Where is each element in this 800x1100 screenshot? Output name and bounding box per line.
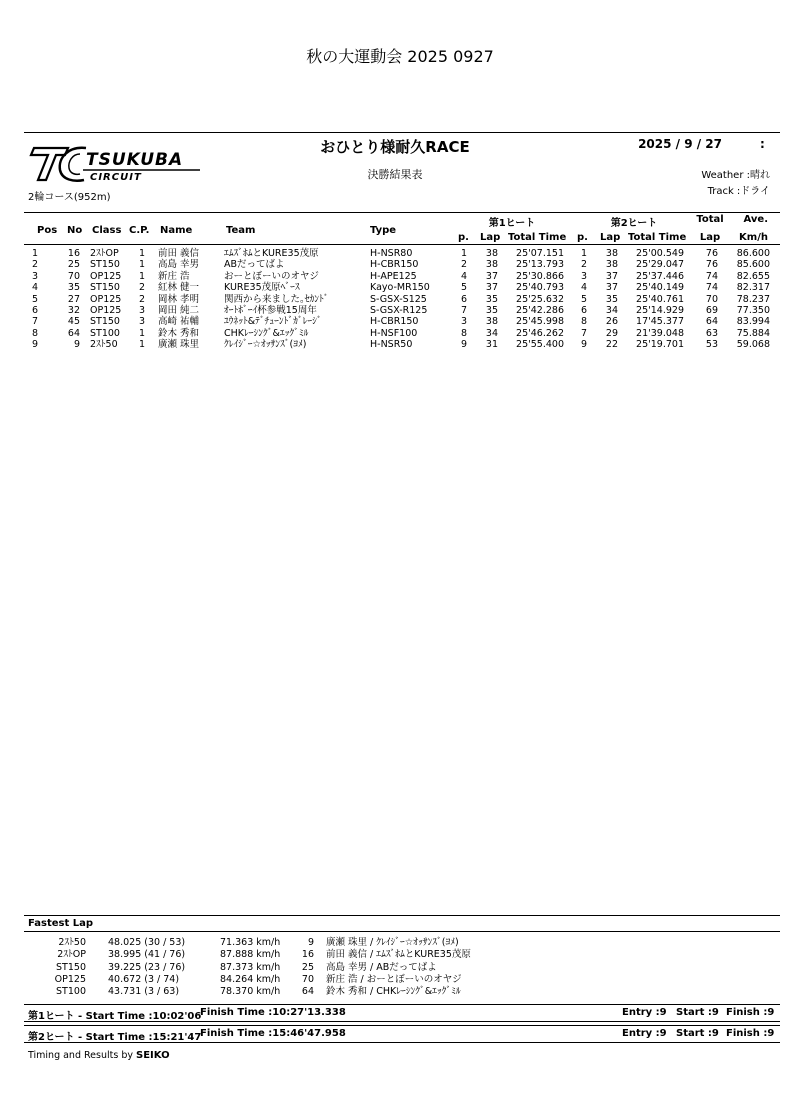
col-h1-lap: Lap bbox=[480, 232, 501, 243]
cell-heat1-laps: 35 bbox=[485, 304, 498, 316]
cell-heat2-total-time: 25'37.446 bbox=[636, 270, 684, 282]
fastest-lap-row bbox=[24, 986, 780, 998]
cell-heat2-total-time: 21'39.048 bbox=[636, 327, 684, 339]
cell-cp: 1 bbox=[138, 248, 146, 259]
cell-heat1-total-time: 25'25.632 bbox=[516, 293, 564, 305]
cell-team: ｴﾑｽﾞﾎﾑとKURE35茂原 bbox=[224, 248, 319, 259]
cell-name: 岡田 純二 bbox=[158, 304, 200, 316]
cell-pos: 1 bbox=[31, 248, 39, 259]
fastest-number: 70 bbox=[301, 973, 314, 985]
cell-team: おーとぼーいのオヤジ bbox=[224, 270, 319, 282]
cell-no: 32 bbox=[67, 304, 80, 316]
fastest-speed: 84.264 km/h bbox=[220, 973, 281, 985]
cell-total-laps: 74 bbox=[705, 270, 718, 282]
cell-class: ST100 bbox=[90, 327, 120, 339]
col-h2-p: p. bbox=[577, 232, 588, 243]
fastest-speed: 87.888 km/h bbox=[220, 949, 281, 961]
fastest-lap-time: 38.995 (41 / 76) bbox=[108, 949, 186, 961]
cell-heat2-position: 8 bbox=[580, 316, 588, 328]
heat2-header: 第2ヒート bbox=[610, 218, 658, 229]
cell-name: 新庄 浩 bbox=[158, 270, 190, 282]
cell-heat1-position: 5 bbox=[460, 282, 468, 294]
cell-type: H-APE125 bbox=[370, 270, 417, 282]
cell-name: 前田 義信 bbox=[158, 248, 200, 259]
cell-pos: 7 bbox=[31, 316, 39, 328]
fastest-lap-time: 48.025 (30 / 53) bbox=[108, 937, 186, 948]
cell-heat1-total-time: 25'40.793 bbox=[516, 282, 564, 294]
cell-no: 45 bbox=[67, 316, 80, 328]
cell-heat2-position: 9 bbox=[580, 339, 588, 351]
cell-heat2-laps: 26 bbox=[605, 316, 618, 328]
fastest-lap-row bbox=[24, 949, 780, 961]
fastest-lap-title-rule bbox=[24, 931, 780, 932]
fastest-rider: 高島 幸男 / ABだってばよ bbox=[326, 961, 437, 973]
cell-team: CHKﾚｰｼﾝｸﾞ&ｴｯｸﾞﾐﾙ bbox=[224, 327, 309, 339]
fastest-class: OP125 bbox=[54, 973, 86, 985]
cell-type: H-NSR80 bbox=[370, 248, 413, 259]
cell-no: 35 bbox=[67, 282, 80, 294]
logo-sub-text: CIRCUIT bbox=[90, 172, 142, 183]
table-row bbox=[24, 328, 784, 339]
fastest-rider: 前田 義信 / ｴﾑｽﾞﾎﾑとKURE35茂原 bbox=[326, 949, 471, 961]
col-h1-total-time: Total Time bbox=[508, 232, 567, 243]
cell-total-laps: 70 bbox=[705, 293, 718, 305]
cell-average-speed: 78.237 bbox=[736, 293, 770, 305]
cell-heat1-total-time: 25'46.262 bbox=[516, 327, 564, 339]
cell-total-laps: 63 bbox=[705, 327, 718, 339]
fastest-lap-time: 43.731 (3 / 63) bbox=[108, 986, 180, 998]
cell-class: 2ｽﾄ50 bbox=[90, 339, 118, 351]
cell-heat2-total-time: 25'29.047 bbox=[636, 259, 684, 271]
cell-heat2-laps: 37 bbox=[605, 270, 618, 282]
fastest-lap-row bbox=[24, 937, 780, 949]
cell-heat2-position: 6 bbox=[580, 304, 588, 316]
fastest-speed: 78.370 km/h bbox=[220, 986, 281, 998]
cell-no: 27 bbox=[67, 293, 80, 305]
cell-heat2-position: 5 bbox=[580, 293, 588, 305]
cell-cp: 2 bbox=[138, 293, 146, 305]
fastest-rider: 廣瀬 珠里 / ｸﾚｲｼﾞｰ☆ｵｯｻﾝｽﾞ(ﾖﾒ) bbox=[326, 937, 459, 948]
cell-type: S-GSX-S125 bbox=[370, 293, 427, 305]
cell-team: ABだってばよ bbox=[224, 259, 285, 271]
cell-type: S-GSX-R125 bbox=[370, 304, 428, 316]
cell-type: H-NSF100 bbox=[370, 327, 418, 339]
cell-heat1-total-time: 25'45.998 bbox=[516, 316, 564, 328]
heat2-bottom-rule bbox=[24, 1042, 780, 1043]
table-row bbox=[24, 271, 784, 282]
cell-heat1-total-time: 25'07.151 bbox=[516, 248, 564, 259]
cell-pos: 8 bbox=[31, 327, 39, 339]
cell-heat1-position: 9 bbox=[460, 339, 468, 351]
cell-heat2-laps: 22 bbox=[605, 339, 618, 351]
table-header-top-rule bbox=[24, 212, 780, 213]
cell-class: ST150 bbox=[90, 316, 120, 328]
cell-name: 岡林 孝明 bbox=[158, 293, 200, 305]
fastest-speed: 71.363 km/h bbox=[220, 937, 281, 948]
fastest-class: ST100 bbox=[56, 986, 86, 998]
cell-heat1-position: 1 bbox=[460, 248, 468, 259]
table-row bbox=[24, 259, 784, 270]
cell-heat2-laps: 34 bbox=[605, 304, 618, 316]
cell-pos: 5 bbox=[31, 293, 39, 305]
cell-average-speed: 82.655 bbox=[736, 270, 770, 282]
cell-heat1-position: 3 bbox=[460, 316, 468, 328]
table-row bbox=[24, 282, 784, 293]
table-header-bottom-rule bbox=[24, 244, 780, 245]
heat1-top-rule bbox=[24, 1004, 780, 1005]
cell-heat2-total-time: 25'40.149 bbox=[636, 282, 684, 294]
fastest-class: 2ｽﾄOP bbox=[57, 949, 86, 961]
fastest-speed: 87.373 km/h bbox=[220, 961, 281, 973]
cell-average-speed: 82.317 bbox=[736, 282, 770, 294]
cell-no: 64 bbox=[67, 327, 80, 339]
cell-heat2-position: 1 bbox=[580, 248, 588, 259]
fastest-lap-list bbox=[24, 937, 780, 998]
col-kmh: Km/h bbox=[739, 232, 768, 243]
fastest-number: 9 bbox=[307, 937, 314, 948]
cell-no: 16 bbox=[67, 248, 80, 259]
fastest-lap-title: Fastest Lap bbox=[28, 918, 93, 929]
cell-total-laps: 64 bbox=[705, 316, 718, 328]
fastest-number: 64 bbox=[301, 986, 314, 998]
heat2-start-count: Start :9 bbox=[676, 1028, 719, 1039]
fastest-rider: 鈴木 秀和 / CHKﾚｰｼﾝｸﾞ&ｴｯｸﾞﾐﾙ bbox=[326, 986, 461, 998]
cell-type: H-NSR50 bbox=[370, 339, 413, 351]
cell-no: 9 bbox=[73, 339, 80, 351]
heat2-start-time: 第2ヒート - Start Time :15:21'47 bbox=[28, 1032, 202, 1043]
cell-heat1-position: 2 bbox=[460, 259, 468, 271]
cell-cp: 3 bbox=[138, 316, 146, 328]
heat2-finish-count: Finish :9 bbox=[726, 1028, 775, 1039]
cell-pos: 4 bbox=[31, 282, 39, 294]
cell-cp: 1 bbox=[138, 259, 146, 271]
cell-class: ST150 bbox=[90, 259, 120, 271]
sheet-title: 決勝結果表 bbox=[367, 168, 423, 181]
heat2-finish-time: Finish Time :15:46'47.958 bbox=[200, 1028, 346, 1039]
heat2-top-rule bbox=[24, 1025, 780, 1026]
heat1-finish-count: Finish :9 bbox=[726, 1007, 775, 1018]
cell-heat1-laps: 38 bbox=[485, 316, 498, 328]
col-h2-total-time: Total Time bbox=[628, 232, 687, 243]
cell-class: ST150 bbox=[90, 282, 120, 294]
cell-name: 廣瀬 珠里 bbox=[158, 339, 200, 351]
table-row bbox=[24, 305, 784, 316]
fastest-number: 25 bbox=[301, 961, 314, 973]
cell-pos: 6 bbox=[31, 304, 39, 316]
cell-heat2-position: 7 bbox=[580, 327, 588, 339]
cell-heat2-total-time: 25'19.701 bbox=[636, 339, 684, 351]
heat2-time-line bbox=[28, 1028, 774, 1041]
table-row bbox=[24, 294, 784, 305]
col-cp: C.P. bbox=[129, 225, 150, 236]
heat1-header: 第1ヒート bbox=[488, 218, 536, 229]
cell-type: H-CBR150 bbox=[370, 316, 419, 328]
col-no: No bbox=[67, 225, 83, 236]
total-header: Total bbox=[696, 214, 724, 225]
header-top-rule bbox=[24, 132, 780, 133]
cell-cp: 3 bbox=[138, 304, 146, 316]
cell-heat2-position: 3 bbox=[580, 270, 588, 282]
cell-heat1-laps: 38 bbox=[485, 259, 498, 271]
table-row bbox=[24, 339, 784, 350]
col-name: Name bbox=[160, 225, 193, 236]
col-type: Type bbox=[370, 225, 397, 236]
heat1-time-line bbox=[28, 1007, 774, 1020]
cell-average-speed: 83.994 bbox=[736, 316, 770, 328]
cell-pos: 9 bbox=[31, 339, 39, 351]
cell-cp: 1 bbox=[138, 270, 146, 282]
cell-heat1-laps: 38 bbox=[485, 248, 498, 259]
cell-heat2-laps: 37 bbox=[605, 282, 618, 294]
cell-type: H-CBR150 bbox=[370, 259, 419, 271]
cell-name: 紅林 健一 bbox=[158, 282, 200, 294]
cell-average-speed: 77.350 bbox=[736, 304, 770, 316]
cell-cp: 1 bbox=[138, 339, 146, 351]
col-total-lap: Lap bbox=[699, 232, 721, 243]
cell-heat1-position: 7 bbox=[460, 304, 468, 316]
cell-team: ｵｰﾄﾎﾞｰｲ杯参戦15周年 bbox=[224, 304, 317, 316]
cell-heat1-laps: 37 bbox=[485, 270, 498, 282]
results-table bbox=[24, 248, 784, 351]
col-h1-p: p. bbox=[458, 232, 469, 243]
cell-heat2-position: 4 bbox=[580, 282, 588, 294]
cell-heat1-total-time: 25'55.400 bbox=[516, 339, 564, 351]
cell-name: 高島 幸男 bbox=[158, 259, 200, 271]
weather-label: Weather :晴れ bbox=[701, 170, 770, 181]
cell-heat1-position: 4 bbox=[460, 270, 468, 282]
col-class: Class bbox=[92, 225, 122, 236]
cell-cp: 2 bbox=[138, 282, 146, 294]
cell-heat1-laps: 35 bbox=[485, 293, 498, 305]
tsukuba-circuit-logo bbox=[28, 140, 203, 188]
cell-total-laps: 74 bbox=[705, 282, 718, 294]
cell-total-laps: 76 bbox=[705, 248, 718, 259]
cell-cp: 1 bbox=[138, 327, 146, 339]
cell-heat2-total-time: 25'14.929 bbox=[636, 304, 684, 316]
fastest-lap-top-rule bbox=[24, 915, 780, 916]
cell-team: 関西から来ました｡ｾｶﾝﾄﾞ bbox=[224, 293, 329, 305]
cell-heat2-laps: 38 bbox=[605, 259, 618, 271]
fastest-class: 2ｽﾄ50 bbox=[58, 937, 86, 948]
course-label: 2輪コース(952m) bbox=[28, 192, 111, 203]
cell-heat1-laps: 34 bbox=[485, 327, 498, 339]
time-separator: : bbox=[760, 137, 765, 151]
fastest-lap-row bbox=[24, 974, 780, 986]
cell-heat1-laps: 31 bbox=[485, 339, 498, 351]
footer bbox=[28, 1050, 170, 1061]
logo-main-text: TSUKUBA bbox=[86, 150, 184, 170]
cell-no: 70 bbox=[67, 270, 80, 282]
fastest-lap-row bbox=[24, 962, 780, 974]
table-row bbox=[24, 316, 784, 327]
col-h2-lap: Lap bbox=[600, 232, 621, 243]
cell-name: 鈴木 秀和 bbox=[158, 327, 200, 339]
document-title: 秋の大運動会 2025 0927 bbox=[306, 47, 494, 66]
heat1-start-time: 第1ヒート - Start Time :10:02'06 bbox=[28, 1011, 202, 1022]
fastest-rider: 新庄 浩 / おーとぼーいのオヤジ bbox=[326, 973, 462, 985]
cell-team: KURE35茂原ﾍﾞｰｽ bbox=[224, 282, 300, 294]
cell-type: Kayo-MR150 bbox=[370, 282, 430, 294]
cell-average-speed: 86.600 bbox=[736, 248, 770, 259]
cell-average-speed: 85.600 bbox=[736, 259, 770, 271]
cell-heat1-position: 6 bbox=[460, 293, 468, 305]
cell-pos: 2 bbox=[31, 259, 39, 271]
cell-heat1-laps: 37 bbox=[485, 282, 498, 294]
fastest-lap-time: 39.225 (23 / 76) bbox=[108, 961, 186, 973]
ave-header: Ave. bbox=[743, 214, 768, 225]
cell-heat1-total-time: 25'42.286 bbox=[516, 304, 564, 316]
cell-heat1-total-time: 25'30.866 bbox=[516, 270, 564, 282]
heat2-entry: Entry :9 bbox=[622, 1028, 667, 1039]
race-date: 2025 / 9 / 27 bbox=[638, 137, 722, 151]
track-label: Track :ドライ bbox=[707, 186, 770, 197]
cell-total-laps: 69 bbox=[705, 304, 718, 316]
cell-heat2-total-time: 25'00.549 bbox=[636, 248, 684, 259]
cell-total-laps: 76 bbox=[705, 259, 718, 271]
cell-class: OP125 bbox=[90, 270, 122, 282]
cell-name: 高崎 祐輔 bbox=[158, 316, 200, 328]
cell-heat2-position: 2 bbox=[580, 259, 588, 271]
cell-heat2-laps: 35 bbox=[605, 293, 618, 305]
cell-class: 2ｽﾄOP bbox=[90, 248, 119, 259]
col-team: Team bbox=[226, 225, 256, 236]
cell-total-laps: 53 bbox=[705, 339, 718, 351]
cell-heat2-total-time: 25'40.761 bbox=[636, 293, 684, 305]
cell-class: OP125 bbox=[90, 304, 122, 316]
cell-team: ﾕｳﾈｯﾄ&ﾃﾞﾁｭｰﾝﾄﾞｶﾞﾚｰｼﾞ bbox=[224, 316, 322, 328]
fastest-lap-time: 40.672 (3 / 74) bbox=[108, 973, 180, 985]
heat1-finish-time: Finish Time :10:27'13.338 bbox=[200, 1007, 346, 1018]
cell-heat2-laps: 29 bbox=[605, 327, 618, 339]
cell-no: 25 bbox=[67, 259, 80, 271]
seiko-logo: SEIKO bbox=[136, 1050, 170, 1061]
race-title: おひとり様耐久RACE bbox=[320, 138, 470, 156]
cell-class: OP125 bbox=[90, 293, 122, 305]
fastest-class: ST150 bbox=[56, 961, 86, 973]
cell-heat2-total-time: 17'45.377 bbox=[636, 316, 684, 328]
cell-team: ｸﾚｲｼﾞｰ☆ｵｯｻﾝｽﾞ(ﾖﾒ) bbox=[224, 339, 307, 351]
cell-heat1-total-time: 25'13.793 bbox=[516, 259, 564, 271]
heat1-entry: Entry :9 bbox=[622, 1007, 667, 1018]
cell-average-speed: 75.884 bbox=[736, 327, 770, 339]
fastest-number: 16 bbox=[301, 949, 314, 961]
table-row bbox=[24, 248, 784, 259]
footer-text: Timing and Results by bbox=[28, 1050, 133, 1061]
cell-pos: 3 bbox=[31, 270, 39, 282]
col-pos: Pos bbox=[37, 225, 58, 236]
cell-heat2-laps: 38 bbox=[605, 248, 618, 259]
cell-heat1-position: 8 bbox=[460, 327, 468, 339]
cell-average-speed: 59.068 bbox=[736, 339, 770, 351]
heat1-bottom-rule bbox=[24, 1021, 780, 1022]
heat1-start-count: Start :9 bbox=[676, 1007, 719, 1018]
